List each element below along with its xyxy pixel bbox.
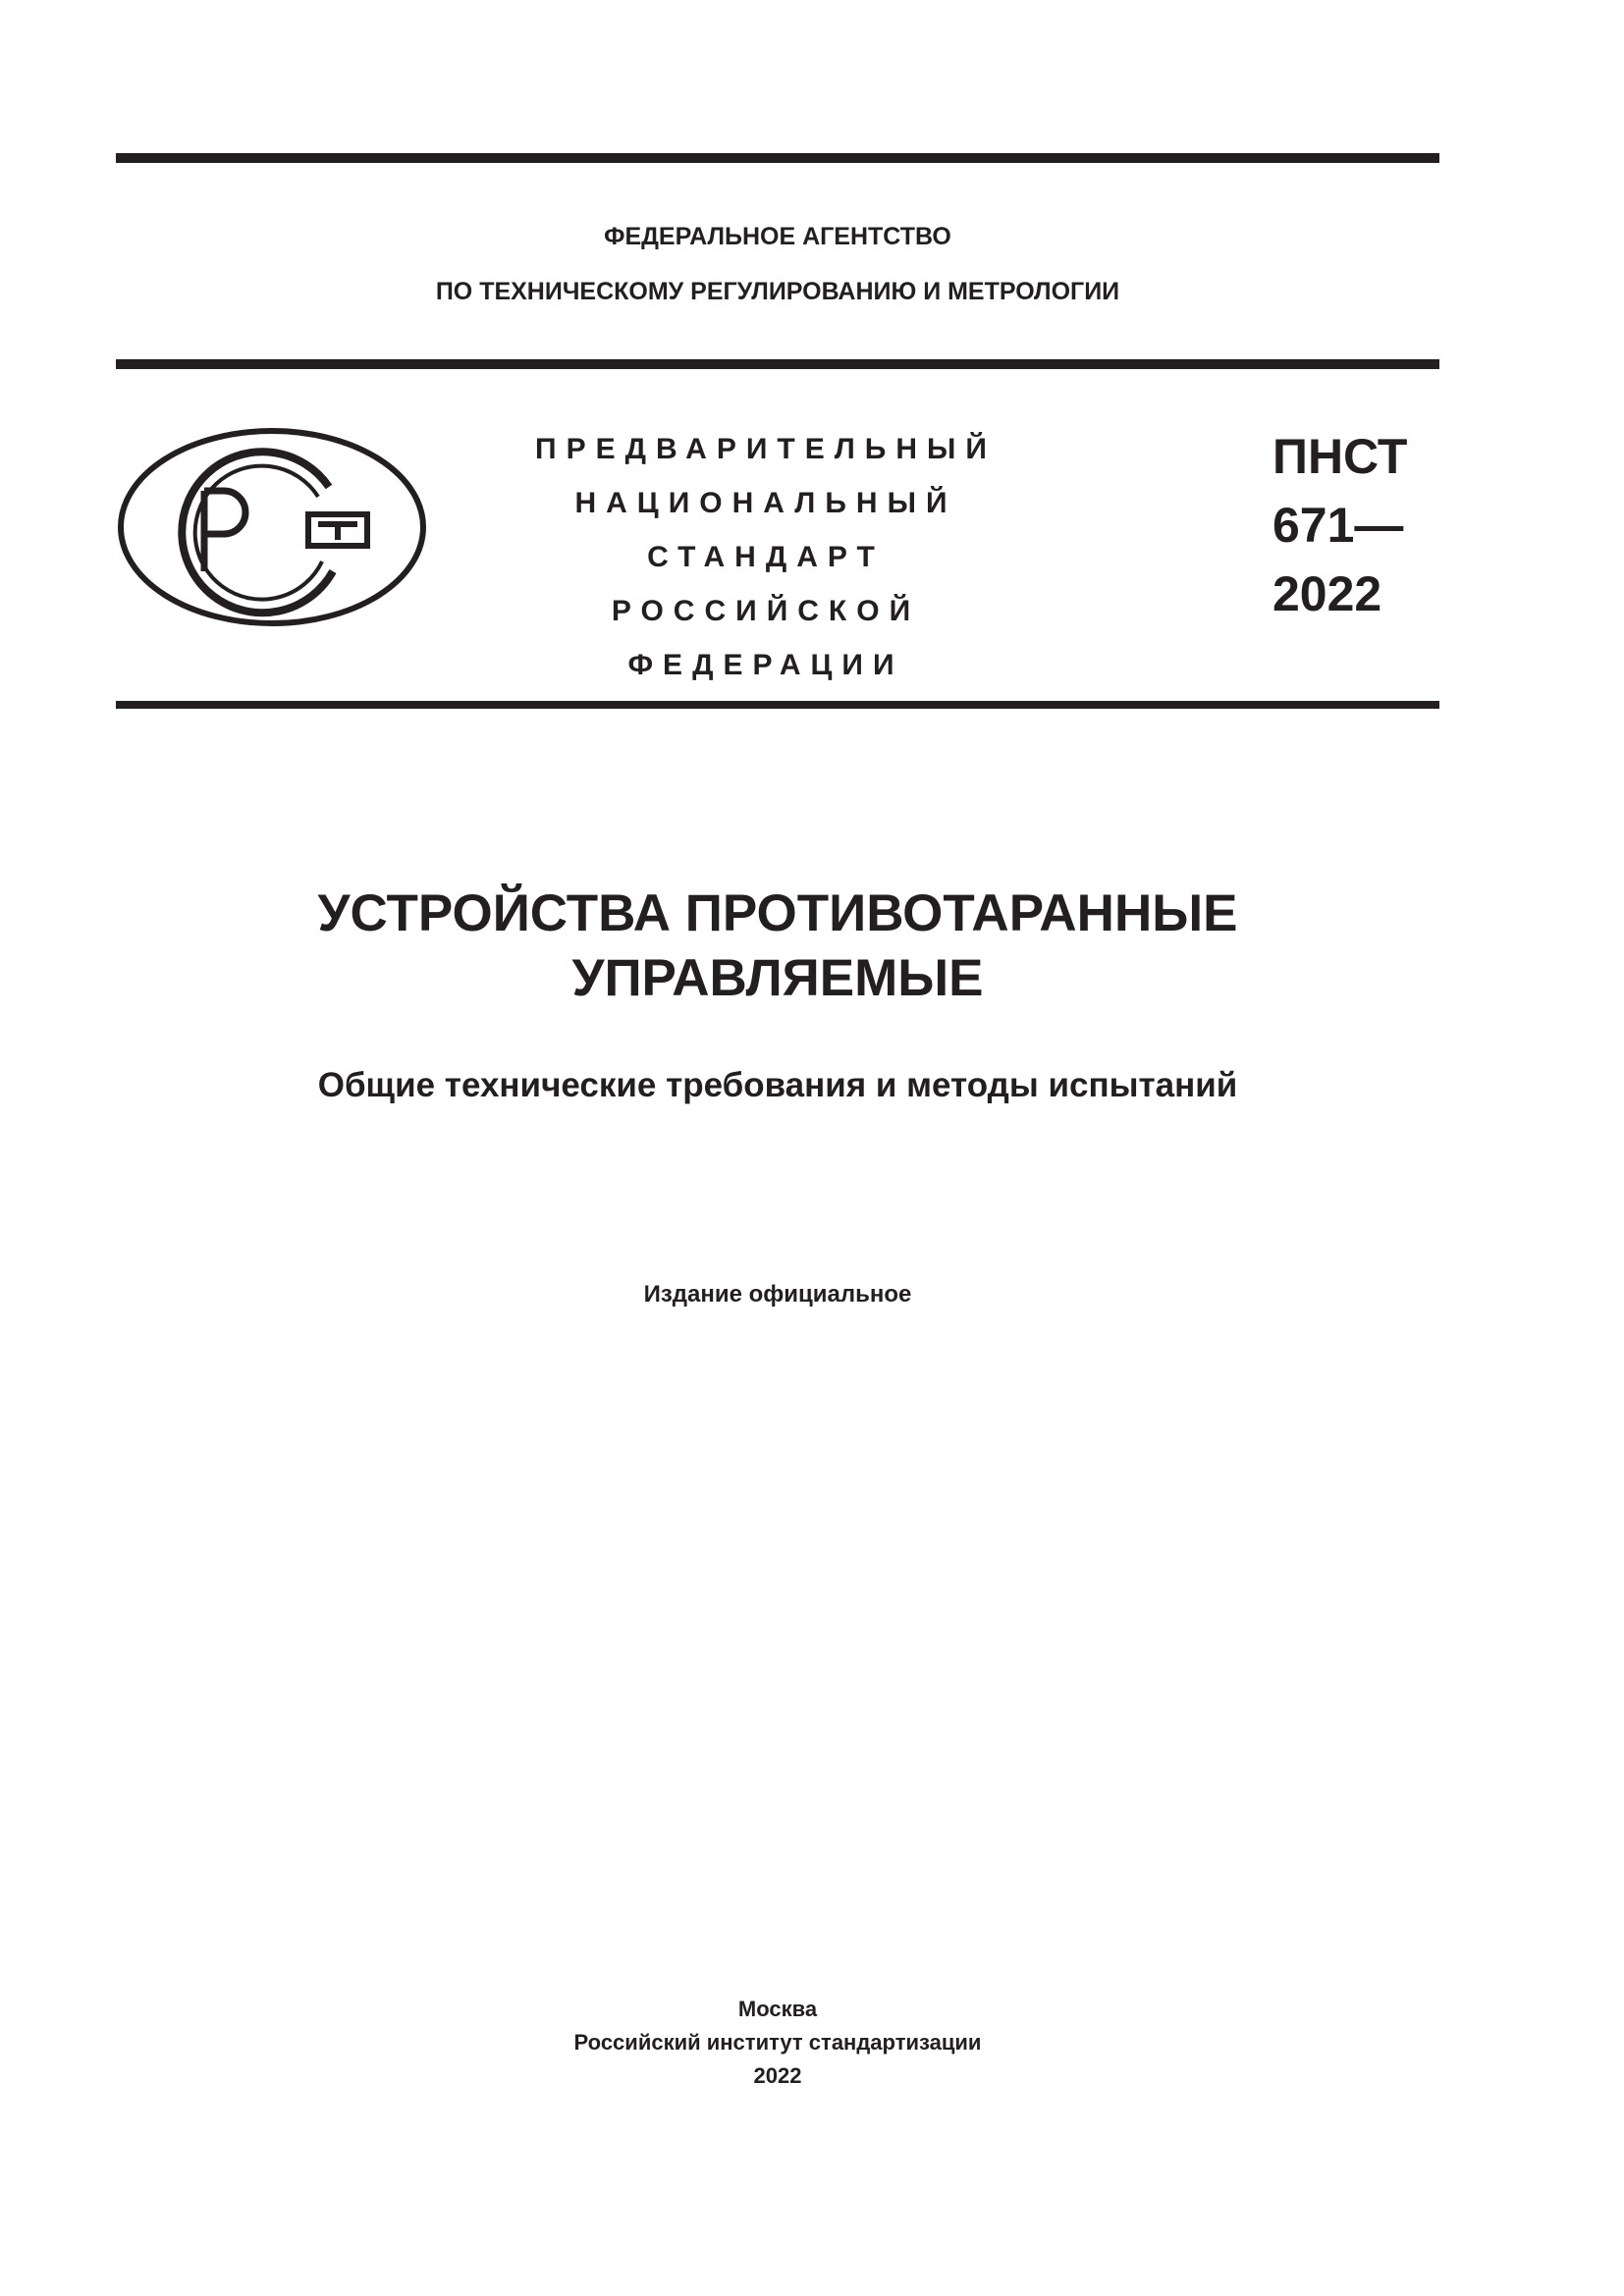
title-line: УСТРОЙСТВА ПРОТИВОТАРАННЫЕ [317,884,1238,942]
standard-type [511,422,1021,692]
logo-t-letter [308,514,367,546]
imprint-year: 2022 [753,2063,802,2088]
edition-note: Издание официальное [643,1281,912,1308]
designation-line: 671— [1272,498,1404,553]
designation-line: ПНСТ [1272,429,1408,484]
standard-type-line: РОССИЙСКОЙ [611,595,921,627]
imprint-publisher: Российский институт стандартизации [573,2030,982,2055]
title-line: УПРАВЛЯЕМЫЕ [571,949,984,1007]
standard-type-line: ФЕДЕРАЦИИ [627,649,904,681]
designation-line: 2022 [1272,566,1382,621]
standard-type-line: НАЦИОНАЛЬНЫЙ [574,487,957,519]
logo-oval [121,431,423,623]
standard-type-line: СТАНДАРТ [647,541,885,573]
agency-name-line-2: ПО ТЕХНИЧЕСКОМУ РЕГУЛИРОВАНИЮ И МЕТРОЛОГИИ [435,278,1120,305]
logo-p-letter [204,491,245,571]
standard-block-rule [116,701,1439,709]
agency-name-line-1: ФЕДЕРАЛЬНОЕ АГЕНТСТВО [604,223,951,250]
standard-type-line: ПРЕДВАРИТЕЛЬНЫЙ [535,433,997,465]
header-rule [116,359,1439,369]
document-subtitle: Общие технические требования и методы испытаний [317,1066,1238,1104]
imprint-city: Москва [737,1997,818,2021]
top-rule [116,153,1439,163]
document-title [116,881,1439,1011]
imprint [116,1993,1439,2093]
gost-r-logo-icon [116,426,428,628]
standard-designation [1272,422,1439,628]
